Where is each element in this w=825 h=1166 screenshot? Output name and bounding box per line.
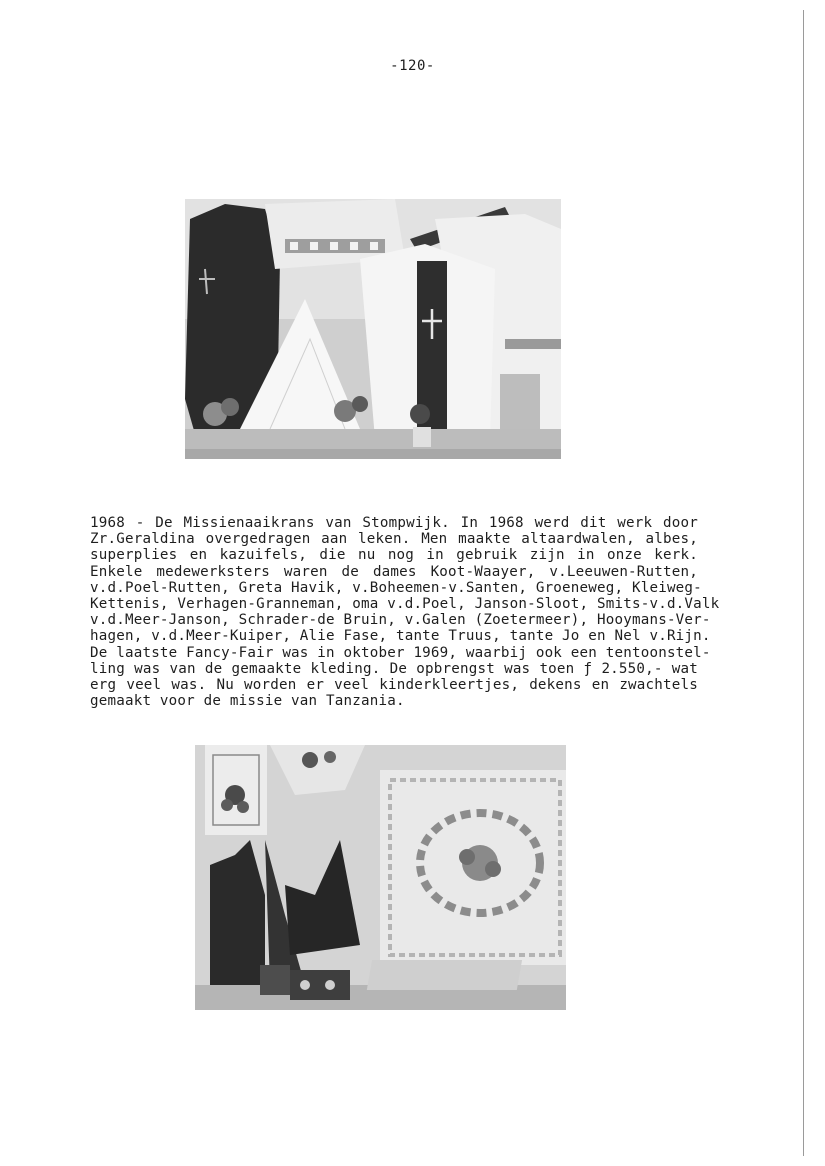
page-edge-line [803, 10, 804, 1156]
caption-line: Kettenis, Verhagen-Granneman, oma v.d.Poel, Janson-Sloot, Smits-v.d.Valk [90, 595, 720, 612]
photo-blanket-image [195, 745, 566, 1010]
caption-line: v.d.Meer-Janson, Schrader-de Bruin, v.Galen (Zoetermeer), Hooymans-Ver- [90, 612, 711, 629]
photo-vestments-display [185, 199, 561, 459]
caption-line: hagen, v.d.Meer-Kuiper, Alie Fase, tante Truus, tante Jo en Nel v.Rijn. [90, 628, 711, 645]
photo-caption-text [90, 515, 720, 710]
caption-line: De laatste Fancy-Fair was in oktober 1969, waarbij ook een tentoonstel- [90, 644, 711, 661]
caption-line: v.d.Poel-Rutten, Greta Havik, v.Boheemen-v.Santen, Groeneweg, Kleiweg- [90, 579, 702, 596]
caption-line: erg veel was. Nu worden er veel kinderkleertjes, dekens en zwachtels [90, 676, 698, 693]
photo-vestments-image [185, 199, 561, 459]
photo-embroidered-blanket [195, 745, 566, 1010]
caption-line: superplies en kazuifels, die nu nog in gebruik zijn in onze kerk. [90, 547, 698, 564]
caption-line: gemaakt voor de missie van Tanzania. [90, 693, 405, 710]
caption-line: Enkele medewerksters waren de dames Koot-Waayer, v.Leeuwen-Rutten, [90, 563, 698, 580]
caption-line: 1968 - De Missienaaikrans van Stompwijk. In 1968 werd dit werk door [90, 515, 698, 531]
page-number: -120- [390, 58, 435, 74]
caption-line: ling was van de gemaakte kleding. De opbrengst was toen ƒ 2.550,- wat [90, 660, 698, 677]
caption-line: Zr.Geraldina overgedragen aan leken. Men maakte altaardwalen, albes, [90, 531, 698, 548]
